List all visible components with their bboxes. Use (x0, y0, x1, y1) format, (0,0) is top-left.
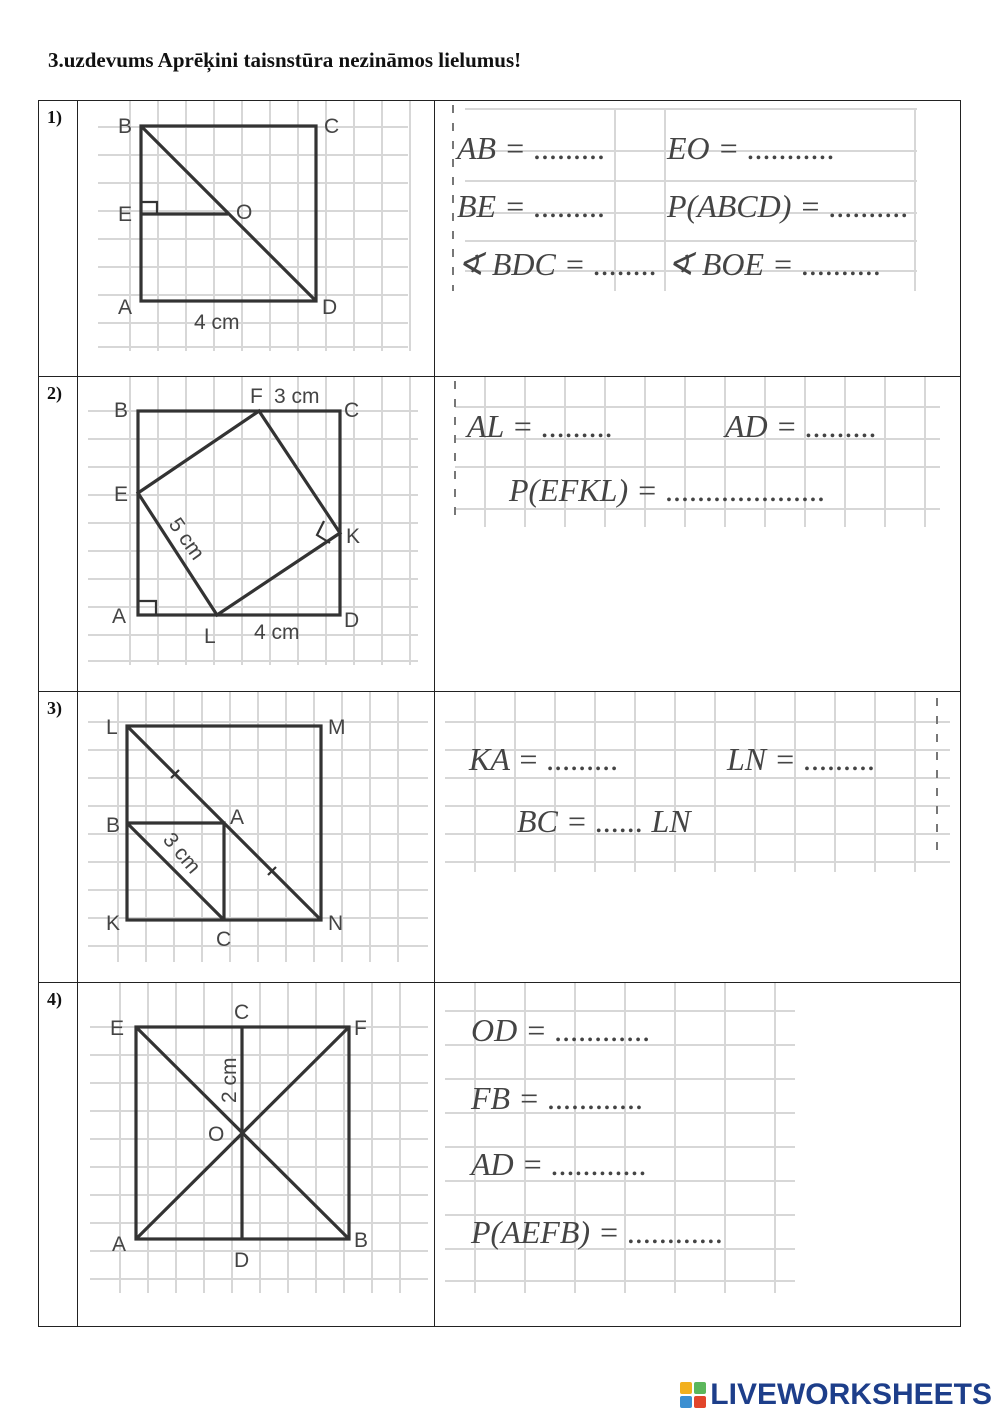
vertex-label-B: B (118, 115, 133, 138)
task-row (39, 983, 961, 1327)
answers-area-4 (435, 983, 960, 1326)
answer-KA[interactable]: KA = ......... (469, 741, 619, 777)
answer-EO[interactable]: EO = ........... (667, 130, 836, 166)
logo-mark-icon (680, 1382, 706, 1408)
answer-OD[interactable]: OD = ............ (471, 1012, 651, 1048)
vertex-label-E: E (110, 1017, 125, 1040)
segment-LD-label: 4 cm (254, 621, 300, 644)
vertex-label-C: C (234, 1001, 250, 1024)
rectangle-figure-3 (78, 692, 434, 982)
segment-BC-label: 3 cm (158, 828, 206, 879)
answers-cell (435, 101, 961, 377)
segment-FC-label: 3 cm (274, 385, 320, 408)
vertex-label-K: K (346, 525, 361, 548)
answer-BE[interactable]: BE = ......... (457, 188, 606, 224)
vertex-label-D: D (234, 1249, 250, 1272)
liveworksheets-logo[interactable] (680, 1378, 992, 1412)
tasks-table (38, 100, 961, 1327)
segment-EL-label: 5 cm (163, 513, 209, 565)
answer-AB[interactable]: AB = ......... (457, 130, 606, 166)
answer-angle-BDC[interactable]: ∢ BDC = ........ (457, 246, 658, 282)
answer-P-AEFB[interactable]: P(AEFB) = ............ (471, 1214, 724, 1250)
figure-cell (78, 377, 435, 692)
figure-cell (78, 101, 435, 377)
vertex-label-C: C (216, 928, 232, 951)
task-number: 3) (39, 692, 78, 983)
answer-AD[interactable]: AD = ............ (471, 1146, 648, 1182)
vertex-label-D: D (322, 296, 338, 319)
vertex-label-B: B (354, 1229, 369, 1252)
side-length-label: 4 cm (194, 311, 240, 334)
task-number: 1) (39, 101, 78, 377)
answer-LN[interactable]: LN = ......... (727, 741, 876, 777)
task-row (39, 692, 961, 983)
task-number: 2) (39, 377, 78, 692)
vertex-label-E: E (114, 483, 129, 506)
vertex-label-E: E (118, 203, 133, 226)
figure-cell (78, 692, 435, 983)
vertex-label-D: D (344, 609, 360, 632)
answers-cell (435, 983, 961, 1327)
vertex-label-C: C (344, 399, 360, 422)
vertex-label-O: O (208, 1123, 225, 1146)
rectangle-figure-4 (78, 983, 434, 1326)
logo-text: LIVEWORKSHEETS (710, 1378, 992, 1411)
vertex-label-B: B (106, 814, 121, 837)
vertex-label-F: F (354, 1017, 367, 1040)
vertex-label-A: A (112, 605, 127, 628)
answers-area-2 (435, 377, 960, 691)
vertex-label-A: A (118, 296, 133, 319)
vertex-label-M: M (328, 716, 346, 739)
vertex-label-L: L (204, 625, 216, 648)
answer-AD[interactable]: AD = ......... (725, 408, 878, 444)
page-title: 3.uzdevums Aprēķini taisnstūra nezināmos lielumus! (48, 48, 522, 72)
vertex-label-N: N (328, 912, 344, 935)
vertex-label-F: F (250, 385, 263, 408)
segment-CO-label: 2 cm (218, 1057, 241, 1103)
vertex-label-O: O (236, 201, 253, 224)
answer-angle-BOE[interactable]: ∢ BOE = .......... (667, 246, 882, 282)
answer-P-ABCD[interactable]: P(ABCD) = .......... (667, 188, 909, 224)
answer-BC[interactable]: BC = ...... LN (517, 803, 691, 839)
task-number: 4) (39, 983, 78, 1327)
task-row (39, 101, 961, 377)
answer-AL[interactable]: AL = ......... (467, 408, 614, 444)
rectangle-figure-2 (78, 377, 434, 691)
answer-P-EFKL[interactable]: P(EFKL) = .................... (509, 472, 826, 508)
rectangle-figure-1 (78, 101, 434, 376)
vertex-label-A: A (230, 806, 245, 829)
answers-area-3 (435, 692, 960, 982)
task-row (39, 377, 961, 692)
figure-cell (78, 983, 435, 1327)
vertex-label-L: L (106, 716, 118, 739)
answer-FB[interactable]: FB = ............ (471, 1080, 644, 1116)
answers-cell (435, 692, 961, 983)
answers-cell (435, 377, 961, 692)
vertex-label-K: K (106, 912, 121, 935)
vertex-label-A: A (112, 1233, 127, 1256)
answers-area-1 (435, 101, 960, 376)
vertex-label-B: B (114, 399, 129, 422)
vertex-label-C: C (324, 115, 340, 138)
